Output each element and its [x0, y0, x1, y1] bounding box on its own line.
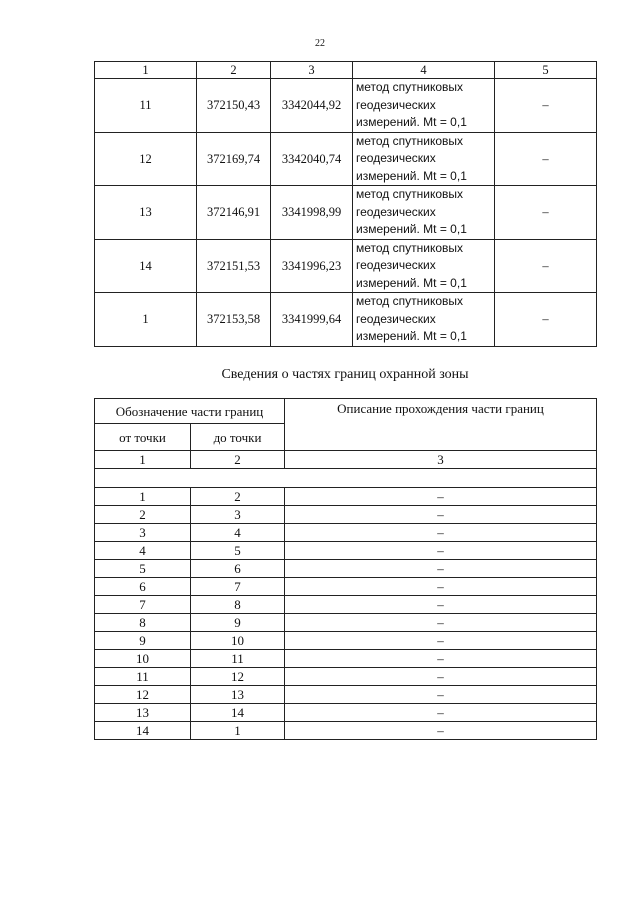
from-point-header: от точки — [95, 424, 191, 451]
method-line: геодезических — [356, 311, 436, 326]
part-description: – — [285, 596, 597, 614]
part-description: – — [285, 704, 597, 722]
dash-mark: – — [542, 205, 549, 219]
column-number: 2 — [191, 451, 285, 469]
to-point: 7 — [191, 578, 285, 596]
method-cell — [353, 132, 495, 186]
method-cell — [353, 239, 495, 293]
page-number: 22 — [315, 38, 325, 49]
boundary-parts-table — [94, 398, 597, 740]
from-point: 14 — [95, 722, 191, 740]
from-point: 4 — [95, 542, 191, 560]
coordinate-row — [95, 293, 597, 347]
to-point: 14 — [191, 704, 285, 722]
from-point: 12 — [95, 686, 191, 704]
boundary-part-row — [95, 578, 597, 596]
to-point: 6 — [191, 560, 285, 578]
column-number: 1 — [95, 62, 197, 79]
y-coordinate: 3342044,92 — [271, 79, 353, 133]
to-point: 12 — [191, 668, 285, 686]
from-point: 13 — [95, 704, 191, 722]
extra-cell — [495, 293, 597, 347]
method-line: геодезических — [356, 204, 436, 219]
coordinate-row — [95, 79, 597, 133]
method-cell — [353, 186, 495, 240]
boundary-part-row — [95, 722, 597, 740]
from-point: 1 — [95, 488, 191, 506]
method-line: метод спутниковых — [356, 294, 464, 308]
boundary-part-row — [95, 632, 597, 650]
part-description: – — [285, 506, 597, 524]
y-coordinate: 3341999,64 — [271, 293, 353, 347]
y-coordinate: 3342040,74 — [271, 132, 353, 186]
y-coordinate: 3341996,23 — [271, 239, 353, 293]
column-number: 3 — [285, 451, 597, 469]
part-description: – — [285, 524, 597, 542]
method-line: геодезических — [356, 97, 436, 112]
to-point: 1 — [191, 722, 285, 740]
coordinate-row — [95, 132, 597, 186]
x-coordinate: 372169,74 — [197, 132, 271, 186]
extra-cell — [495, 186, 597, 240]
header-row — [95, 399, 597, 424]
dash-mark: – — [542, 258, 549, 273]
method-cell — [353, 293, 495, 347]
dash-mark: – — [542, 98, 549, 112]
column-number: 4 — [353, 62, 495, 79]
part-description: – — [285, 560, 597, 578]
boundary-part-row — [95, 560, 597, 578]
point-number: 14 — [95, 239, 197, 293]
from-point: 10 — [95, 650, 191, 668]
to-point: 11 — [191, 650, 285, 668]
point-number: 11 — [95, 79, 197, 133]
to-point: 5 — [191, 542, 285, 560]
boundary-part-row — [95, 686, 597, 704]
part-description: – — [285, 650, 597, 668]
boundary-part-designation-header: Обозначение части границ — [95, 399, 285, 424]
method-line: измерений. Mt = 0,1 — [356, 329, 467, 343]
part-description: – — [285, 578, 597, 596]
x-coordinate: 372150,43 — [197, 79, 271, 133]
method-line: измерений. Mt = 0,1 — [356, 168, 467, 183]
description-header: Описание прохождения части границ — [285, 399, 597, 451]
method-cell — [353, 79, 495, 133]
boundary-part-row — [95, 542, 597, 560]
from-point: 3 — [95, 524, 191, 542]
part-description: – — [285, 632, 597, 650]
boundary-part-row — [95, 650, 597, 668]
from-point: 8 — [95, 614, 191, 632]
dash-mark: – — [542, 312, 549, 326]
method-line: метод спутниковых — [356, 187, 464, 201]
to-point: 3 — [191, 506, 285, 524]
from-point: 7 — [95, 596, 191, 614]
boundary-part-row — [95, 524, 597, 542]
extra-cell — [495, 79, 597, 133]
extra-cell — [495, 132, 597, 186]
method-line: метод спутниковых — [356, 133, 464, 148]
column-number: 5 — [495, 62, 597, 79]
method-line: измерений. Mt = 0,1 — [356, 275, 467, 290]
blank-cell — [95, 469, 597, 488]
coordinate-row — [95, 186, 597, 240]
to-point: 13 — [191, 686, 285, 704]
y-coordinate: 3341998,99 — [271, 186, 353, 240]
boundary-part-row — [95, 506, 597, 524]
method-line: измерений. Mt = 0,1 — [356, 222, 467, 236]
part-description: – — [285, 542, 597, 560]
boundary-part-row — [95, 704, 597, 722]
to-point: 2 — [191, 488, 285, 506]
to-point: 10 — [191, 632, 285, 650]
boundary-part-row — [95, 614, 597, 632]
blank-row — [95, 469, 597, 488]
part-description: – — [285, 668, 597, 686]
x-coordinate: 372146,91 — [197, 186, 271, 240]
part-description: – — [285, 686, 597, 704]
x-coordinate: 372153,58 — [197, 293, 271, 347]
column-number: 3 — [271, 62, 353, 79]
method-line: измерений. Mt = 0,1 — [356, 115, 467, 129]
to-point: 9 — [191, 614, 285, 632]
to-point-header: до точки — [191, 424, 285, 451]
column-number-row — [95, 451, 597, 469]
column-number: 1 — [95, 451, 191, 469]
column-number: 2 — [197, 62, 271, 79]
method-line: метод спутниковых — [356, 80, 464, 94]
part-description: – — [285, 614, 597, 632]
coordinates-table — [94, 61, 597, 347]
from-point: 2 — [95, 506, 191, 524]
boundary-part-row — [95, 668, 597, 686]
point-number: 1 — [95, 293, 197, 347]
x-coordinate: 372151,53 — [197, 239, 271, 293]
method-line: геодезических — [356, 151, 436, 165]
from-point: 6 — [95, 578, 191, 596]
part-description: – — [285, 722, 597, 740]
boundary-part-row — [95, 488, 597, 506]
section-title: Сведения о частях границ охранной зоны — [221, 367, 469, 382]
boundary-part-row — [95, 596, 597, 614]
to-point: 8 — [191, 596, 285, 614]
to-point: 4 — [191, 524, 285, 542]
from-point: 11 — [95, 668, 191, 686]
from-point: 5 — [95, 560, 191, 578]
point-number: 12 — [95, 132, 197, 186]
point-number: 13 — [95, 186, 197, 240]
column-number-row — [95, 62, 597, 79]
extra-cell — [495, 239, 597, 293]
dash-mark: – — [542, 151, 549, 166]
method-line: геодезических — [356, 258, 436, 272]
from-point: 9 — [95, 632, 191, 650]
part-description: – — [285, 488, 597, 506]
coordinate-row — [95, 239, 597, 293]
method-line: метод спутниковых — [356, 240, 464, 255]
